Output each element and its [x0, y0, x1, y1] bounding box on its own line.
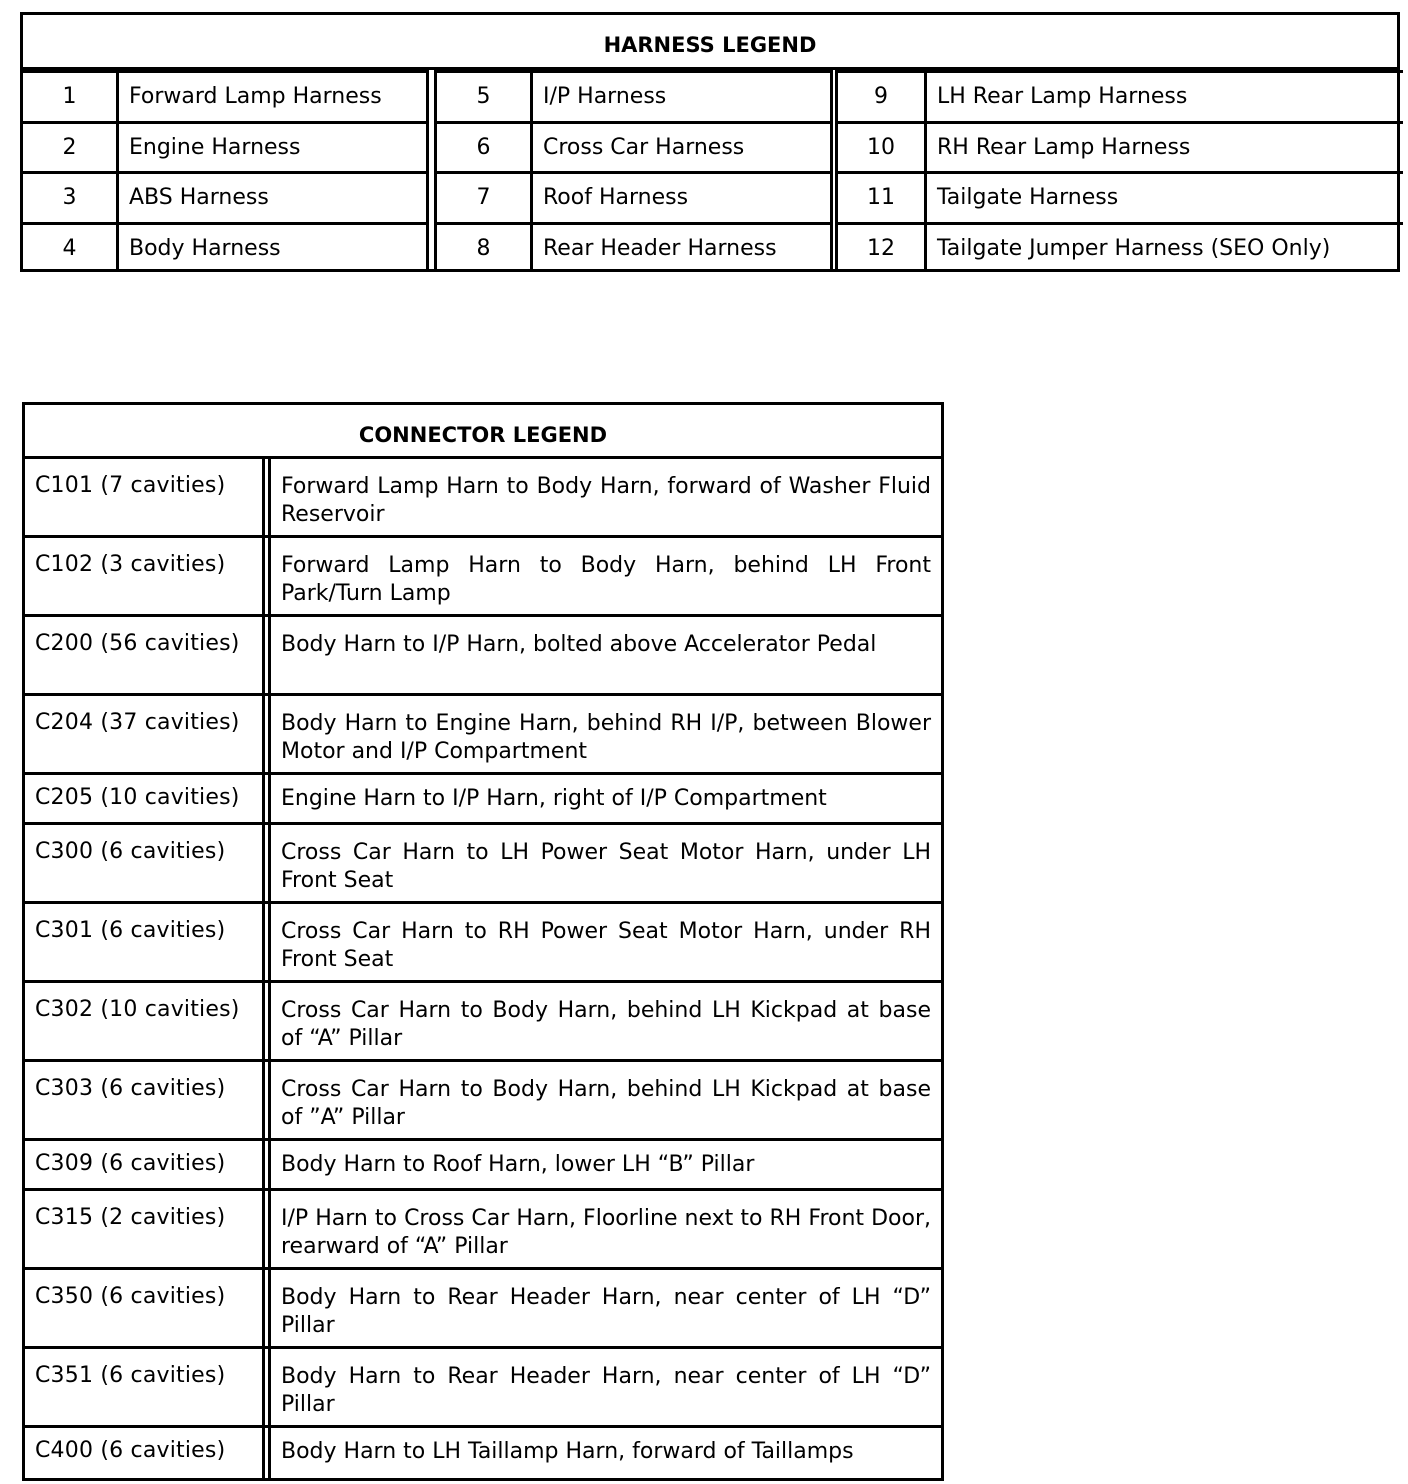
connector-row [25, 825, 941, 904]
connector-description: Body Harn to I/P Harn, bolted above Accelerator Pedal [281, 632, 877, 657]
harness-name: I/P Harness [543, 84, 667, 110]
connector-description: Body Harn to Rear Header Harn, near center of LH “D” Pillar [281, 1285, 931, 1338]
harness-number: 9 [838, 73, 927, 121]
connector-code: C102 (3 cavities) [25, 538, 265, 614]
harness-group-3 [835, 70, 1403, 272]
connector-row [25, 1349, 941, 1428]
harness-number: 6 [437, 124, 533, 172]
connector-row [25, 1141, 941, 1191]
harness-number: 10 [838, 124, 927, 172]
harness-row [437, 171, 830, 222]
connector-code: C301 (6 cavities) [25, 904, 265, 980]
connector-code: C351 (6 cavities) [25, 1349, 265, 1425]
harness-row [437, 70, 830, 121]
harness-name: Engine Harness [129, 134, 301, 160]
harness-number: 11 [838, 174, 927, 222]
connector-row [25, 983, 941, 1062]
connector-code: C303 (6 cavities) [25, 1062, 265, 1138]
harness-name: Forward Lamp Harness [129, 84, 382, 110]
connector-row [25, 459, 941, 538]
connector-code: C302 (10 cavities) [25, 983, 265, 1059]
connector-code: C315 (2 cavities) [25, 1191, 265, 1267]
harness-name: Tailgate Jumper Harness (SEO Only) [937, 235, 1331, 261]
harness-row [23, 171, 426, 222]
connector-code: C204 (37 cavities) [25, 696, 265, 772]
harness-row [838, 222, 1403, 273]
connector-row [25, 696, 941, 775]
harness-row [838, 70, 1403, 121]
harness-name: Cross Car Harness [543, 134, 745, 160]
harness-number: 3 [23, 174, 119, 222]
connector-row [25, 1428, 941, 1478]
connector-code: C200 (56 cavities) [25, 617, 265, 693]
harness-row [23, 70, 426, 121]
connector-legend-title: CONNECTOR LEGEND [25, 405, 941, 459]
connector-description: Body Harn to Engine Harn, behind RH I/P, between Blower Motor and I/P Compartment [281, 711, 931, 764]
harness-number: 12 [838, 225, 927, 273]
harness-number: 4 [23, 225, 119, 273]
harness-row [23, 121, 426, 172]
harness-row [437, 222, 830, 273]
connector-code: C400 (6 cavities) [25, 1428, 265, 1478]
harness-group-2 [434, 70, 833, 272]
connector-code: C309 (6 cavities) [25, 1141, 265, 1188]
connector-code: C300 (6 cavities) [25, 825, 265, 901]
harness-row [838, 171, 1403, 222]
connector-description: Cross Car Harn to Body Harn, behind LH Kickpad at base of ”A” Pillar [281, 1077, 931, 1130]
harness-name: LH Rear Lamp Harness [937, 84, 1188, 110]
connector-description: I/P Harn to Cross Car Harn, Floorline next to RH Front Door, rearward of “A” Pillar [281, 1206, 931, 1259]
connector-row [25, 775, 941, 825]
connector-description: Body Harn to LH Taillamp Harn, forward of Taillamps [281, 1439, 854, 1464]
harness-number: 7 [437, 174, 533, 222]
connector-code: C101 (7 cavities) [25, 459, 265, 535]
harness-number: 5 [437, 73, 533, 121]
connector-code: C350 (6 cavities) [25, 1270, 265, 1346]
harness-row [437, 121, 830, 172]
harness-name: RH Rear Lamp Harness [937, 134, 1191, 160]
connector-row [25, 1270, 941, 1349]
connector-description: Engine Harn to I/P Harn, right of I/P Compartment [281, 786, 827, 811]
connector-row [25, 904, 941, 983]
connector-row [25, 538, 941, 617]
harness-row [23, 222, 426, 273]
connector-legend-table [22, 402, 944, 1481]
connector-code: C205 (10 cavities) [25, 775, 265, 822]
harness-number: 8 [437, 225, 533, 273]
harness-name: Body Harness [129, 235, 281, 261]
connector-description: Body Harn to Rear Header Harn, near center of LH “D” Pillar [281, 1364, 931, 1417]
harness-group-1 [23, 70, 429, 272]
connector-description: Cross Car Harn to Body Harn, behind LH Kickpad at base of “A” Pillar [281, 998, 931, 1051]
harness-name: Tailgate Harness [937, 185, 1119, 211]
harness-number: 2 [23, 124, 119, 172]
harness-legend-title: HARNESS LEGEND [23, 15, 1397, 70]
connector-row [25, 1062, 941, 1141]
connector-description: Body Harn to Roof Harn, lower LH “B” Pillar [281, 1152, 755, 1177]
harness-name: Rear Header Harness [543, 235, 777, 261]
connector-description: Cross Car Harn to LH Power Seat Motor Harn, under LH Front Seat [281, 840, 931, 893]
harness-name: ABS Harness [129, 185, 269, 211]
connector-description: Forward Lamp Harn to Body Harn, forward of Washer Fluid Reservoir [281, 474, 931, 527]
harness-number: 1 [23, 73, 119, 121]
harness-legend-table [20, 12, 1400, 272]
harness-row [838, 121, 1403, 172]
harness-name: Roof Harness [543, 185, 689, 211]
connector-description: Cross Car Harn to RH Power Seat Motor Harn, under RH Front Seat [281, 919, 931, 972]
connector-row [25, 1191, 941, 1270]
connector-row [25, 617, 941, 696]
connector-description: Forward Lamp Harn to Body Harn, behind LH Front Park/Turn Lamp [281, 553, 931, 606]
